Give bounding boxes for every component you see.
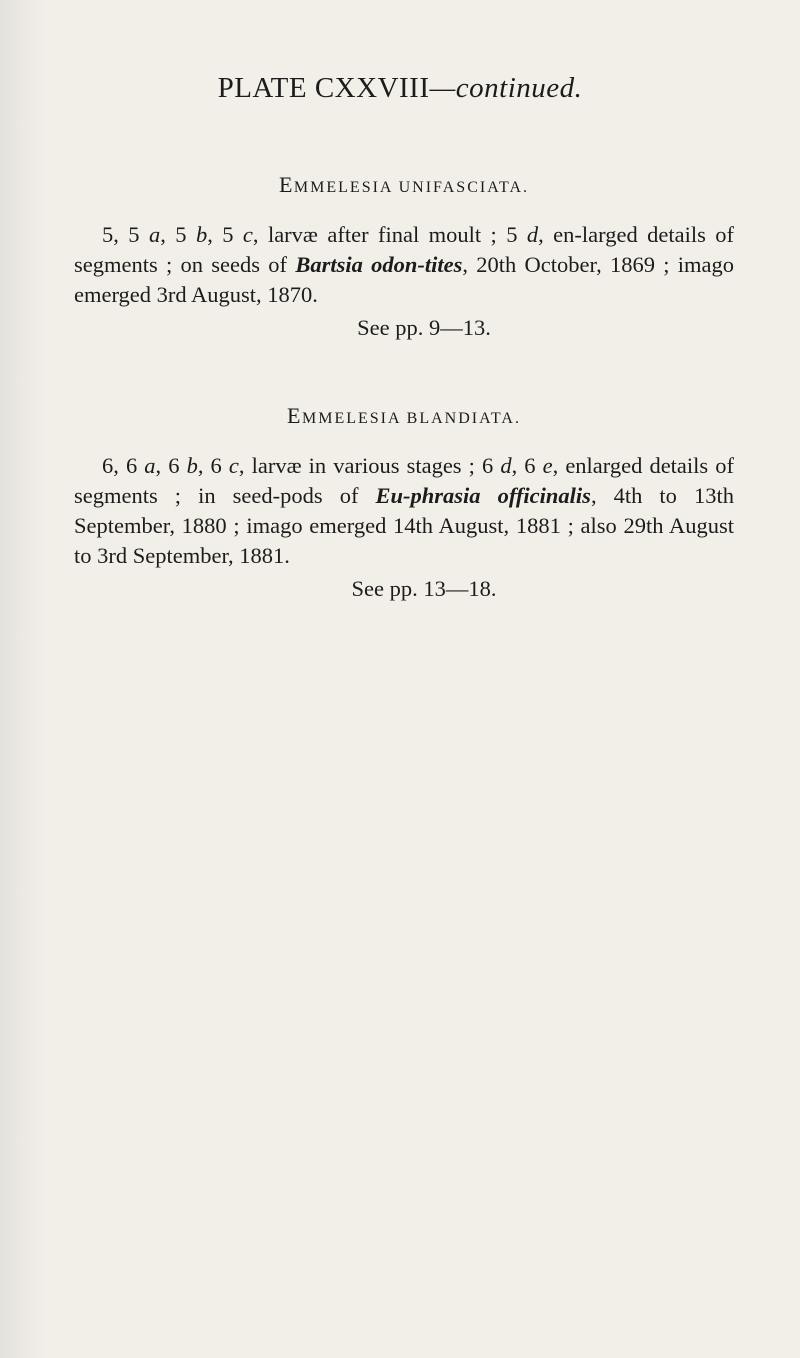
desc-text: , en-larged details of segments ; on seeds of: [74, 222, 735, 277]
page-reference: See pp. 13—18.: [351, 576, 497, 601]
section-heading: [74, 172, 734, 198]
desc-text: , 20th October, 1869 ; imago emerged 3rd August, 1870.: [74, 252, 735, 307]
heading-rest: MMELESIA BLANDIATA.: [302, 410, 521, 427]
desc-figure-letter: a: [144, 453, 156, 478]
section-heading: [74, 403, 734, 429]
desc-text: , 6: [511, 453, 543, 478]
plate-description: [74, 220, 734, 310]
plate-title-main: PLATE CXXVIII: [217, 72, 430, 104]
desc-text: , larvæ after final moult ; 5: [252, 222, 527, 247]
desc-text: , 4th to 13th September, 1880 ; imago emerged 14th August, 1881 ; also 29th August to 3rd September, 1881.: [74, 483, 734, 568]
desc-text: , 6: [197, 453, 229, 478]
plate-description: [74, 451, 734, 571]
desc-text: 5, 5: [102, 222, 149, 247]
desc-text: , enlarged details of segments ; in seed-pods of: [74, 453, 735, 508]
desc-figure-letter: d: [500, 453, 512, 478]
desc-figure-letter: c: [242, 222, 253, 247]
heading-initial: E: [287, 403, 302, 428]
section-blandiata: [74, 403, 734, 604]
heading-rest: MMELESIA UNIFASCIATA.: [293, 179, 530, 196]
desc-text: , 5: [160, 222, 196, 247]
desc-text: , 5: [207, 222, 243, 247]
page-reference: See pp. 9—13.: [357, 315, 491, 340]
desc-figure-letter: a: [148, 222, 161, 247]
plate-title-continued: —continued.: [429, 72, 583, 104]
section-unifasciata: [74, 172, 734, 343]
desc-figure-letter: c: [228, 453, 239, 478]
desc-figure-letter: d: [526, 222, 539, 247]
plate-title: [0, 72, 800, 105]
desc-figure-letter: e: [542, 453, 553, 478]
desc-text: , larvæ in various stages ; 6: [238, 453, 501, 478]
heading-initial: E: [278, 172, 294, 197]
desc-figure-letter: b: [195, 222, 208, 247]
desc-text: , 6: [155, 453, 187, 478]
species-name: Eu-phrasia officinalis: [375, 483, 591, 508]
species-name: Bartsia odon-tites: [295, 252, 463, 277]
desc-text: 6, 6: [102, 453, 145, 478]
desc-figure-letter: b: [186, 453, 198, 478]
